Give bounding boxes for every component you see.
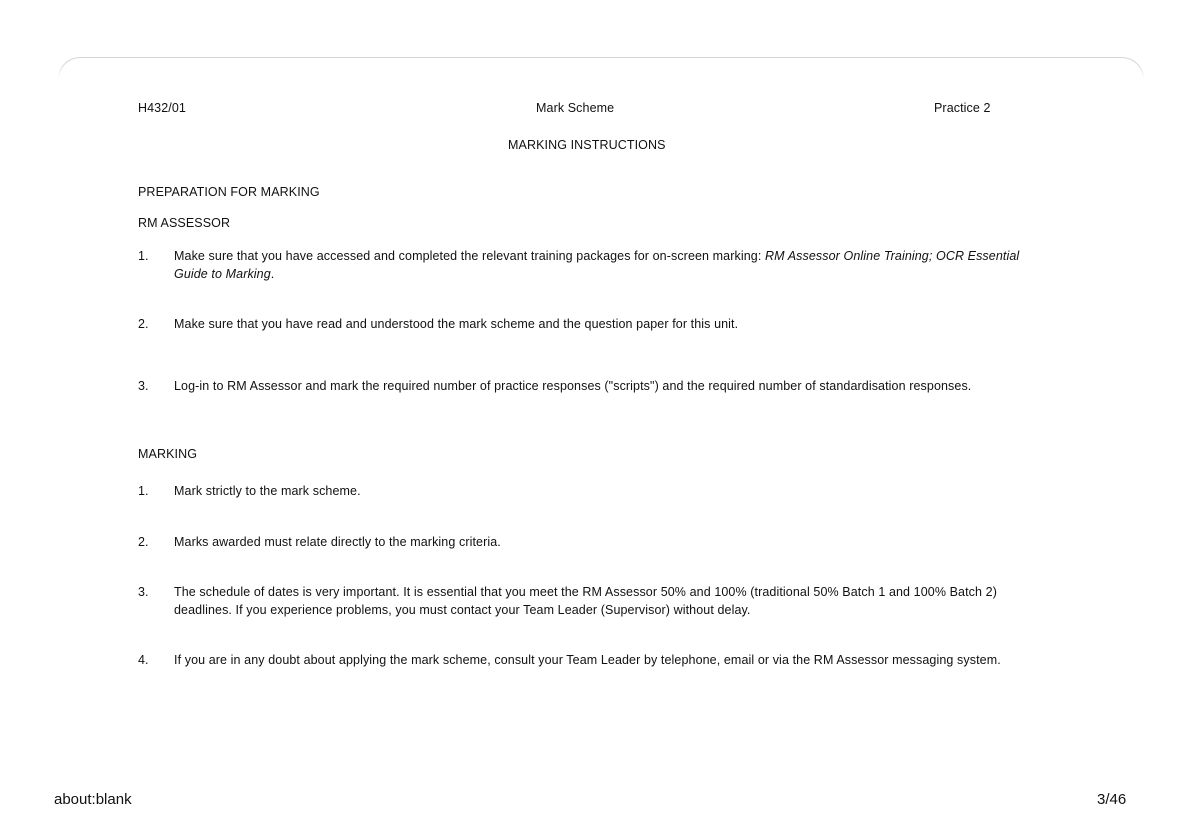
prep-item-1-training-names: RM Assessor Online Training; OCR Essential Guide to Marking: [174, 249, 1020, 281]
marking-item-3-number: 3.: [138, 585, 149, 599]
preparation-heading: PREPARATION FOR MARKING: [138, 185, 320, 199]
marking-item-1-number: 1.: [138, 484, 149, 498]
footer-url: about:blank: [54, 791, 132, 808]
header-paper-code: H432/01: [138, 101, 186, 115]
header-series: Practice 2: [934, 101, 991, 115]
prep-item-1-text-before: Make sure that you have accessed and completed the relevant training packages for on-screen marking:: [174, 249, 765, 263]
marking-item-2-number: 2.: [138, 535, 149, 549]
footer-page-indicator: 3/46: [1097, 791, 1127, 808]
rm-assessor-subheading: RM ASSESSOR: [138, 216, 231, 230]
marking-item-4-number: 4.: [138, 653, 149, 667]
marking-heading: MARKING: [138, 447, 198, 461]
marking-item-2-text: Marks awarded must relate directly to the marking criteria.: [174, 535, 501, 549]
page-frame: [58, 57, 1144, 97]
prep-item-1-text: [174, 247, 1054, 283]
prep-item-3-number: 3.: [138, 379, 149, 393]
prep-item-3-text: Log-in to RM Assessor and mark the required number of practice responses ("scripts") and the required number of standardisation responses.: [174, 379, 972, 393]
marking-item-4-text: If you are in any doubt about applying the mark scheme, consult your Team Leader by telephone, email or via the RM Assessor messaging system.: [174, 653, 1001, 667]
marking-item-3-text: The schedule of dates is very important. It is essential that you meet the RM Assessor 50% and 100% (traditional 50% Batch 1 and 100% Batch 2) deadlines. If you experience problems, you must contact your Team Leader (Supervisor) without delay.: [174, 585, 997, 617]
prep-item-1-text-after: .: [270, 267, 275, 281]
prep-item-2-text: Make sure that you have read and understood the mark scheme and the question paper for this unit.: [174, 317, 739, 331]
page-title: MARKING INSTRUCTIONS: [508, 138, 666, 152]
header-document-type: Mark Scheme: [536, 101, 615, 115]
marking-item-1-text: Mark strictly to the mark scheme.: [174, 484, 361, 498]
prep-item-1-number: 1.: [138, 249, 149, 263]
prep-item-2-number: 2.: [138, 317, 149, 331]
